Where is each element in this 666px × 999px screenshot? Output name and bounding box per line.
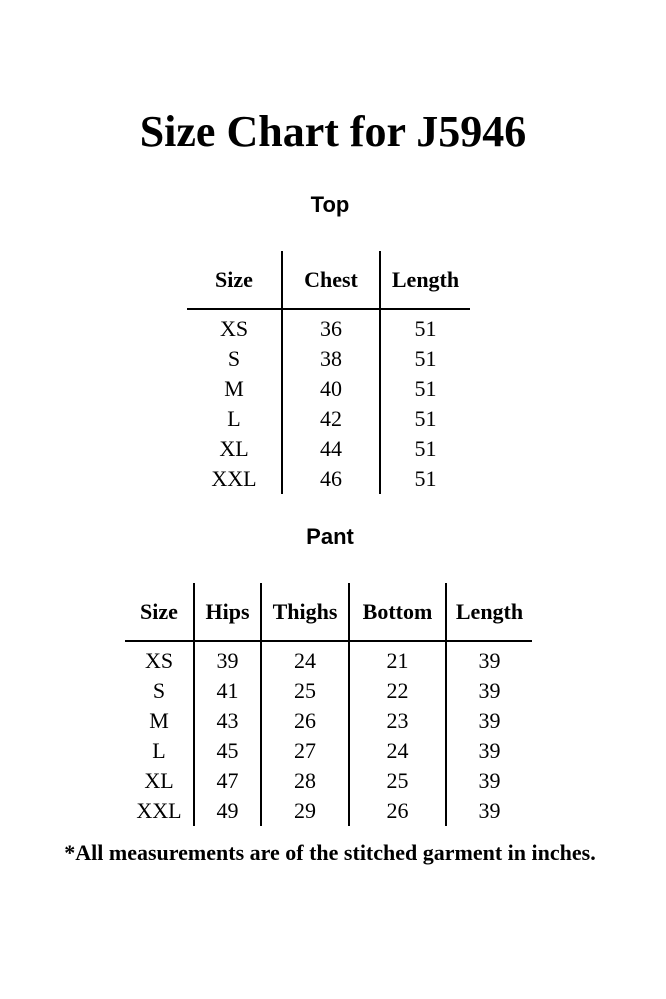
column-header-thighs: Thighs: [261, 583, 349, 641]
size-cell: XXL: [211, 466, 257, 491]
measurement-cell: 39: [194, 641, 261, 676]
size-cell: XL: [144, 768, 174, 793]
column-header-length: Length: [446, 583, 532, 641]
table-row: [125, 641, 532, 676]
measurement-cell: 24: [261, 641, 349, 676]
column-header-size: Size: [125, 583, 194, 641]
measurement-cell: 51: [380, 464, 470, 494]
measurement-cell: 36: [282, 309, 380, 344]
table-row: [187, 374, 470, 404]
size-cell: XL: [219, 436, 249, 461]
measurement-cell: 51: [380, 344, 470, 374]
measurement-cell: 40: [282, 374, 380, 404]
size-cell: M: [224, 376, 244, 401]
measurement-cell: 39: [446, 736, 532, 766]
table-header-row: [125, 583, 532, 641]
measurement-cell: 49: [194, 796, 261, 826]
measurement-cell: 38: [282, 344, 380, 374]
table-row: [125, 766, 532, 796]
measurement-cell: 45: [194, 736, 261, 766]
measurement-cell: 25: [261, 676, 349, 706]
size-cell: S: [227, 346, 241, 371]
table-row: [187, 404, 470, 434]
top-section-heading: Top: [310, 192, 350, 217]
measurement-cell: 51: [380, 309, 470, 344]
size-cell: XXL: [136, 798, 182, 823]
measurement-cell: 39: [446, 641, 532, 676]
column-header-chest: Chest: [282, 251, 380, 309]
page-title: Size Chart for J5946: [139, 107, 527, 156]
measurement-cell: 39: [446, 796, 532, 826]
table-row: [187, 434, 470, 464]
measurement-cell: 47: [194, 766, 261, 796]
table-row: [187, 344, 470, 374]
measurement-cell: 39: [446, 676, 532, 706]
measurement-cell: 29: [261, 796, 349, 826]
table-header-row: [187, 251, 470, 309]
size-cell: XS: [219, 316, 249, 341]
measurement-cell: 24: [349, 736, 446, 766]
column-header-size: Size: [187, 251, 282, 309]
size-cell: M: [149, 708, 169, 733]
column-header-length: Length: [380, 251, 470, 309]
measurement-cell: 27: [261, 736, 349, 766]
measurement-cell: 51: [380, 404, 470, 434]
measurement-cell: 39: [446, 706, 532, 736]
measurement-cell: 23: [349, 706, 446, 736]
measurement-cell: 26: [349, 796, 446, 826]
measurement-cell: 44: [282, 434, 380, 464]
column-header-bottom: Bottom: [349, 583, 446, 641]
size-cell: L: [152, 738, 166, 763]
pant-section-heading: Pant: [306, 524, 354, 549]
table-row: [125, 706, 532, 736]
measurement-cell: 22: [349, 676, 446, 706]
measurement-cell: 21: [349, 641, 446, 676]
table-row: [187, 464, 470, 494]
table-row: [187, 309, 470, 344]
table-row: [125, 796, 532, 826]
measurement-note: *All measurements are of the stitched garment in inches.: [64, 840, 596, 865]
measurement-cell: 46: [282, 464, 380, 494]
measurement-cell: 42: [282, 404, 380, 434]
size-cell: XS: [144, 648, 174, 673]
size-cell: S: [152, 678, 166, 703]
size-cell: L: [227, 406, 241, 431]
measurement-cell: 43: [194, 706, 261, 736]
top-size-table: [187, 251, 470, 494]
measurement-cell: 41: [194, 676, 261, 706]
measurement-cell: 39: [446, 766, 532, 796]
measurement-cell: 25: [349, 766, 446, 796]
table-row: [125, 676, 532, 706]
measurement-cell: 28: [261, 766, 349, 796]
column-header-hips: Hips: [194, 583, 261, 641]
measurement-cell: 26: [261, 706, 349, 736]
measurement-cell: 51: [380, 374, 470, 404]
pant-size-table: [125, 583, 532, 826]
measurement-cell: 51: [380, 434, 470, 464]
table-row: [125, 736, 532, 766]
